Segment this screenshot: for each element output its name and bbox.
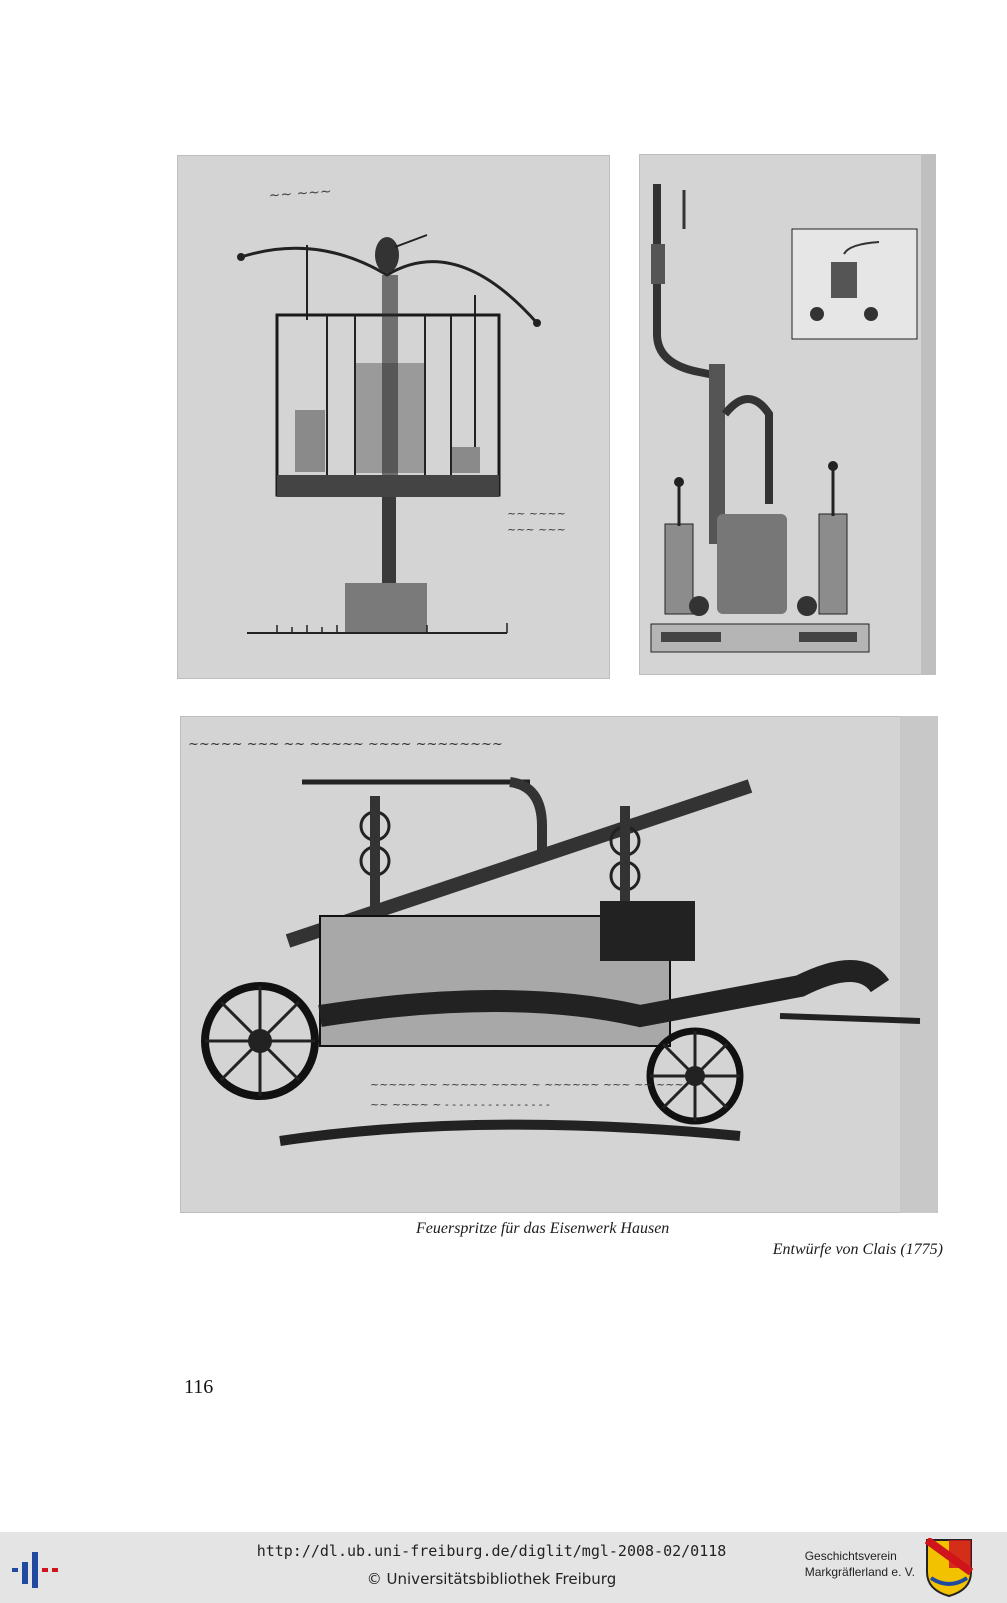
society-name-line2: Markgräflerland e. V. <box>804 1565 915 1579</box>
svg-text:~~~~~ ~~~ ~~ ~~~~~ ~~~~ ~~~~~~: ~~~~~ ~~~ ~~ ~~~~~ ~~~~ ~~~~~~~~ <box>188 737 503 752</box>
footer-copyright: © Universitätsbibliothek Freiburg <box>366 1570 617 1588</box>
page-number: 116 <box>184 1376 214 1398</box>
society-name-line1: Geschichtsverein <box>804 1549 897 1563</box>
pump-drawing <box>639 154 936 675</box>
society-name <box>805 1548 915 1580</box>
svg-text:~~ ~~~: ~~ ~~~ <box>268 183 333 204</box>
footer-url-link[interactable]: http://dl.ub.uni-freiburg.de/diglit/mgl-2008-02/0118 <box>256 1542 727 1560</box>
svg-text:~~ ~~~~ ~ - - - - - - - - - -: ~~ ~~~~ ~ - - - - - - - - - - - - - - - <box>370 1098 550 1111</box>
figure-caption: Feuerspritze für das Eisenwerk Hausen <box>416 1220 670 1237</box>
fire-engine-wagon-drawing <box>180 716 938 1213</box>
markgraeflerland-crest-icon <box>925 1538 973 1598</box>
svg-text:~~~ ~~~: ~~~ ~~~ <box>507 523 566 536</box>
footer-bar <box>0 1532 1007 1603</box>
svg-text:~~ ~~~~: ~~ ~~~~ <box>507 507 566 520</box>
cross-section-drawing <box>177 155 610 679</box>
svg-text:~~~~~ ~~ ~~~~~ ~~~~ ~ ~~~~~~ ~: ~~~~~ ~~ ~~~~~ ~~~~ ~ ~~~~~~ ~~~ ~~ ~~~ <box>370 1078 684 1091</box>
figure-credit: Entwürfe von Clais (1775) <box>772 1241 943 1258</box>
